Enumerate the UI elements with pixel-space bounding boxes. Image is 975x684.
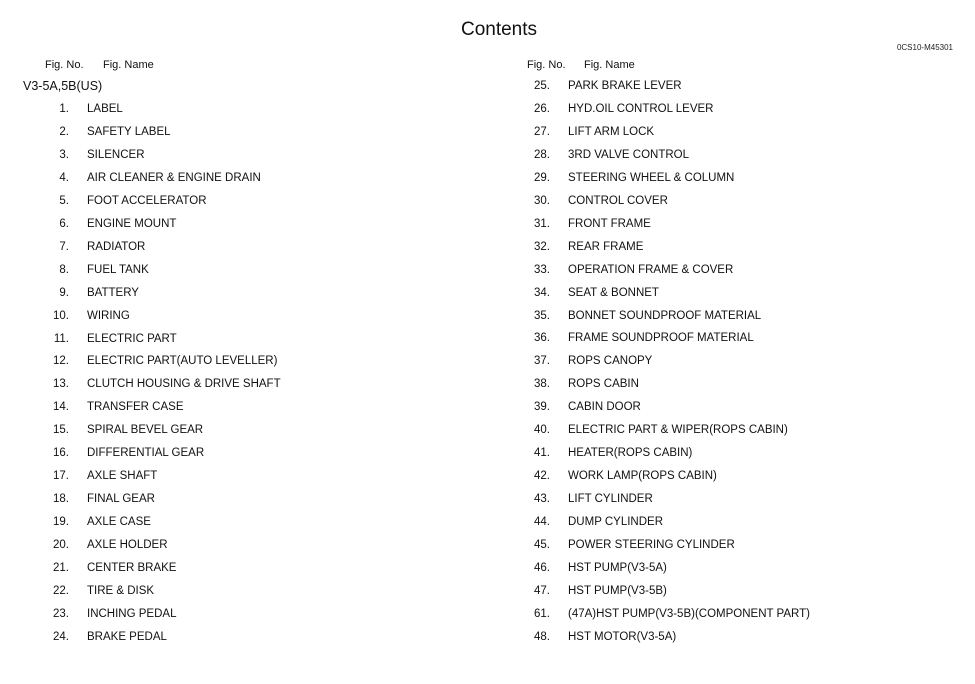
fig-number: 34. <box>534 286 550 299</box>
fig-number: 24. <box>53 630 69 643</box>
fig-name[interactable]: STEERING WHEEL & COLUMN <box>568 171 735 184</box>
fig-name[interactable]: CABIN DOOR <box>568 401 641 414</box>
fig-number: 6. <box>59 217 69 230</box>
right-header-fig-name: Fig. Name <box>584 59 635 71</box>
fig-number: 21. <box>53 562 69 574</box>
fig-number: 27. <box>534 125 550 138</box>
fig-number: 31. <box>534 217 550 230</box>
fig-name[interactable]: OPERATION FRAME & COVER <box>568 263 734 276</box>
fig-number: 7. <box>59 240 69 253</box>
fig-name[interactable]: ROPS CABIN <box>568 378 639 391</box>
fig-number: 22. <box>53 584 69 597</box>
fig-name[interactable]: SEAT & BONNET <box>568 286 659 299</box>
fig-number: 29. <box>534 171 550 184</box>
fig-name[interactable]: (47A)HST PUMP(V3-5B)(COMPONENT PART) <box>568 607 810 620</box>
fig-name[interactable]: HST PUMP(V3-5A) <box>568 561 667 574</box>
fig-name[interactable]: CLUTCH HOUSING & DRIVE SHAFT <box>87 378 281 391</box>
fig-name[interactable]: ELECTRIC PART(AUTO LEVELLER) <box>87 355 278 368</box>
fig-number: 25. <box>534 80 550 92</box>
fig-number: 35. <box>534 309 550 322</box>
fig-number: 9. <box>59 286 69 299</box>
fig-name[interactable]: LIFT CYLINDER <box>568 493 653 506</box>
fig-name[interactable]: FRONT FRAME <box>568 217 651 230</box>
fig-number: 32. <box>534 240 550 253</box>
left-header-fig-no: Fig. No. <box>45 59 84 71</box>
fig-number: 33. <box>534 263 550 276</box>
fig-number: 38. <box>534 378 550 391</box>
fig-name[interactable]: ELECTRIC PART & WIPER(ROPS CABIN) <box>568 424 788 437</box>
fig-number: 14. <box>53 401 69 414</box>
fig-number: 36. <box>534 332 550 345</box>
fig-name[interactable]: SAFETY LABEL <box>87 125 171 138</box>
left-header-fig-name: Fig. Name <box>103 59 154 71</box>
right-header-fig-no: Fig. No. <box>527 59 566 71</box>
fig-name[interactable]: LIFT ARM LOCK <box>568 125 655 138</box>
fig-number: 15. <box>53 424 69 437</box>
fig-name[interactable]: BATTERY <box>87 286 139 299</box>
fig-name[interactable]: AXLE CASE <box>87 516 151 529</box>
fig-number: 43. <box>534 493 550 506</box>
fig-name[interactable]: FRAME SOUNDPROOF MATERIAL <box>568 332 754 345</box>
fig-number: 16. <box>53 447 69 460</box>
fig-number: 19. <box>53 516 69 529</box>
fig-number: 20. <box>53 539 69 552</box>
model-heading: V3-5A,5B(US) <box>23 79 103 93</box>
fig-name[interactable]: FUEL TANK <box>87 263 149 276</box>
fig-number: 26. <box>534 102 550 115</box>
fig-name[interactable]: ROPS CANOPY <box>568 355 653 368</box>
fig-name[interactable]: SPIRAL BEVEL GEAR <box>87 424 204 437</box>
fig-number: 41. <box>534 447 550 460</box>
fig-name[interactable]: REAR FRAME <box>568 240 644 253</box>
fig-name[interactable]: WORK LAMP(ROPS CABIN) <box>568 470 717 483</box>
fig-number: 44. <box>534 516 550 529</box>
fig-number: 2. <box>59 125 69 138</box>
fig-number: 28. <box>534 148 550 161</box>
fig-name[interactable]: RADIATOR <box>87 240 146 253</box>
fig-name[interactable]: PARK BRAKE LEVER <box>568 80 682 92</box>
fig-number: 4. <box>59 171 69 184</box>
fig-name[interactable]: WIRING <box>87 309 130 322</box>
fig-number: 47. <box>534 584 550 597</box>
fig-name[interactable]: LABEL <box>87 103 123 115</box>
fig-number: 42. <box>534 470 550 483</box>
document-code: 0CS10-M45301 <box>896 43 953 52</box>
fig-number: 13. <box>53 378 69 391</box>
fig-number: 46. <box>534 561 550 574</box>
fig-number: 5. <box>59 194 69 207</box>
fig-name[interactable]: BRAKE PEDAL <box>87 630 167 643</box>
fig-name[interactable]: FINAL GEAR <box>87 493 155 506</box>
fig-number: 18. <box>53 493 69 506</box>
page-title: Contents <box>460 19 538 40</box>
fig-name[interactable]: AXLE HOLDER <box>87 539 168 552</box>
fig-name[interactable]: AXLE SHAFT <box>87 470 158 483</box>
fig-name[interactable]: SILENCER <box>87 148 145 161</box>
fig-name[interactable]: POWER STEERING CYLINDER <box>568 539 735 551</box>
fig-number: 48. <box>534 630 550 643</box>
fig-name[interactable]: CONTROL COVER <box>568 194 668 207</box>
fig-name[interactable]: DIFFERENTIAL GEAR <box>87 447 205 460</box>
fig-number: 37. <box>534 355 550 368</box>
fig-name[interactable]: HST MOTOR(V3-5A) <box>568 630 677 643</box>
fig-name[interactable]: CENTER BRAKE <box>87 562 177 574</box>
fig-number: 23. <box>53 607 69 620</box>
fig-number: 45. <box>534 539 550 551</box>
fig-number: 3. <box>59 148 69 161</box>
fig-name[interactable]: BONNET SOUNDPROOF MATERIAL <box>568 309 762 322</box>
fig-number: 17. <box>53 470 69 483</box>
fig-number: 61. <box>534 607 550 620</box>
fig-number: 12. <box>53 355 69 368</box>
fig-name[interactable]: TRANSFER CASE <box>87 401 184 414</box>
fig-name[interactable]: AIR CLEANER & ENGINE DRAIN <box>87 171 261 184</box>
fig-number: 40. <box>534 424 550 437</box>
fig-name[interactable]: ELECTRIC PART <box>87 332 177 345</box>
fig-name[interactable]: HYD.OIL CONTROL LEVER <box>568 102 714 115</box>
fig-name[interactable]: ENGINE MOUNT <box>87 217 177 230</box>
fig-name[interactable]: DUMP CYLINDER <box>568 516 663 529</box>
fig-number: 30. <box>534 194 550 207</box>
fig-name[interactable]: INCHING PEDAL <box>87 607 177 620</box>
fig-number: 1. <box>59 103 69 115</box>
fig-name[interactable]: HEATER(ROPS CABIN) <box>568 447 693 460</box>
fig-number: 11. <box>53 332 69 345</box>
fig-number: 39. <box>534 401 550 414</box>
fig-name[interactable]: TIRE & DISK <box>87 584 155 597</box>
fig-name[interactable]: HST PUMP(V3-5B) <box>568 584 667 597</box>
fig-name[interactable]: 3RD VALVE CONTROL <box>568 148 689 161</box>
fig-number: 10. <box>53 309 69 322</box>
fig-name[interactable]: FOOT ACCELERATOR <box>87 194 207 207</box>
fig-number: 8. <box>59 263 69 276</box>
